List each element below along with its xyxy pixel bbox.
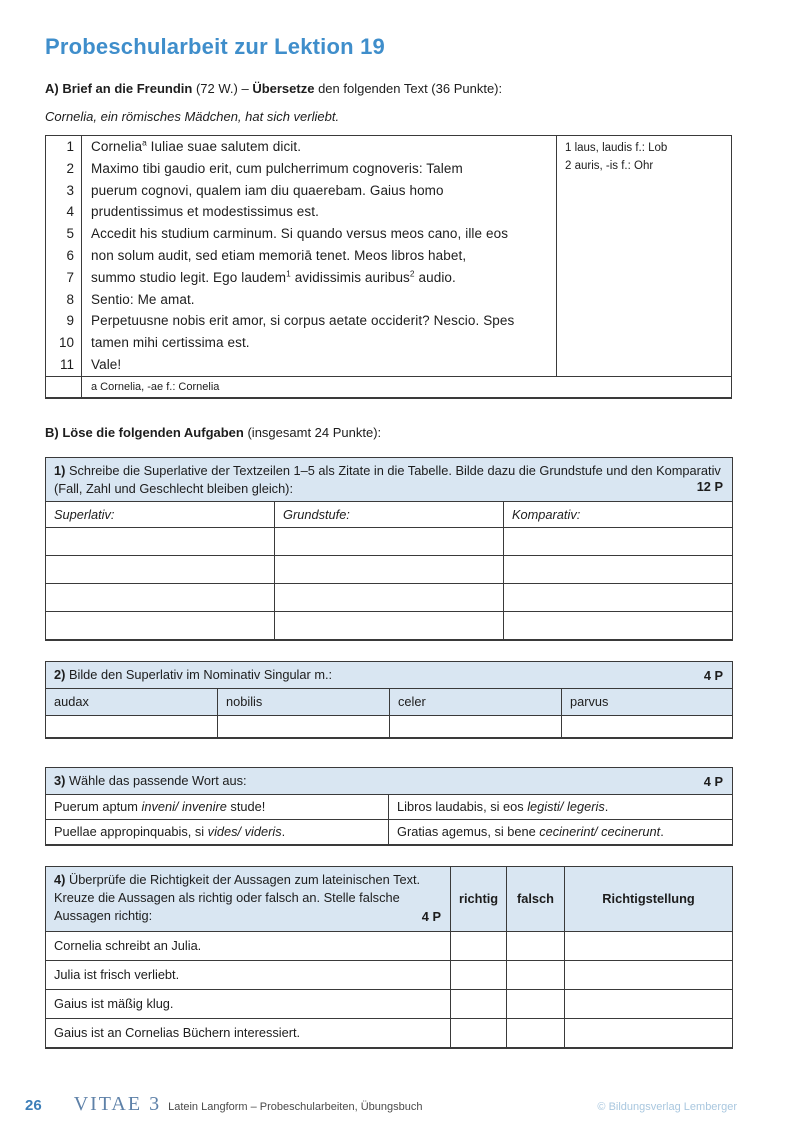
- latin-line-text: [82, 245, 557, 267]
- text-segment: audio.: [414, 269, 456, 285]
- text-segment: summo studio legit. Ego laudem: [91, 269, 287, 285]
- footnote-text: a Cornelia, -ae f.: Cornelia: [82, 376, 732, 398]
- footnote-marker: 1: [286, 268, 291, 279]
- text-segment: stude!: [226, 799, 266, 815]
- answer-cell: [275, 583, 504, 611]
- exercise-2-prompt: [46, 661, 733, 688]
- correction-cell: [565, 960, 733, 989]
- line-number: 9: [46, 310, 82, 332]
- line-number: 4: [46, 201, 82, 223]
- given-word-cell: audax: [46, 688, 218, 715]
- exercise-2-points: 4 P: [703, 667, 724, 683]
- latin-line-text: [82, 332, 557, 354]
- brand-logo: VITAE 3: [73, 1093, 162, 1115]
- column-header: falsch: [507, 866, 565, 931]
- choice-cell: [46, 819, 389, 845]
- checkbox-cell-falsch: [507, 1018, 565, 1048]
- column-header: Richtigstellung: [565, 866, 733, 931]
- intro-text: Cornelia, ein römisches Mädchen, hat sich verliebt.: [45, 109, 340, 124]
- latin-line-text: [82, 201, 557, 223]
- answer-row: [46, 583, 733, 611]
- correction-cell: [565, 931, 733, 960]
- text-segment: Puerum aptum: [54, 799, 142, 815]
- text-segment: vides/ videris: [207, 824, 282, 840]
- line-number: 7: [46, 267, 82, 289]
- worksheet-page: [45, 0, 732, 1049]
- answer-cell: [275, 555, 504, 583]
- checkbox-cell-richtig: [451, 931, 507, 960]
- column-header: richtig: [451, 866, 507, 931]
- answer-cell: [504, 583, 733, 611]
- section-a-heading: [45, 81, 732, 96]
- text-segment: .: [604, 799, 609, 815]
- latin-line-text: [82, 223, 557, 245]
- given-word-cell: parvus: [562, 688, 733, 715]
- exercise-1-table: [45, 457, 733, 641]
- exercise-4-prompt-text: Überprüfe die Richtigkeit der Aussagen zum lateinischen Text. Kreuze die Aussagen als richtig oder falsch an. Stelle falsche Aussagen richtig:: [54, 871, 421, 923]
- answer-row: [46, 527, 733, 555]
- page-number: 26: [25, 1097, 42, 1114]
- line-number: 2: [46, 158, 82, 180]
- footnote-marker: a: [142, 137, 147, 148]
- choice-cell: [389, 794, 733, 819]
- answer-cell: [504, 527, 733, 555]
- latin-line-text: [82, 354, 557, 376]
- latin-line-text: [82, 180, 557, 202]
- exercise-3-points: 4 P: [703, 773, 724, 789]
- latin-line: [46, 136, 732, 158]
- statement-cell: Cornelia schreibt an Julia.: [46, 931, 451, 960]
- text-segment: prudentissimus et modestissimus est.: [91, 204, 319, 220]
- section-a-midtext: (72 W.) –: [192, 81, 253, 96]
- exercise-2-number: 2): [54, 667, 66, 683]
- answer-row: [46, 555, 733, 583]
- exercise-4-points: 4 P: [421, 908, 441, 924]
- column-header: Superlativ:: [46, 501, 275, 527]
- text-segment: Gratias agemus, si bene: [397, 824, 540, 840]
- choice-cell: [389, 819, 733, 845]
- statement-cell: Gaius ist mäßig klug.: [46, 989, 451, 1018]
- answer-cell: [275, 527, 504, 555]
- answer-cell: [46, 583, 275, 611]
- statement-cell: Gaius ist an Cornelias Büchern interessiert.: [46, 1018, 451, 1048]
- line-number: 10: [46, 332, 82, 354]
- choice-row: [46, 819, 733, 845]
- correction-cell: [565, 989, 733, 1018]
- footnote-marker: 2: [409, 268, 415, 279]
- given-word-cell: celer: [390, 688, 562, 715]
- exercise-3-prompt: [46, 767, 733, 794]
- text-segment: .: [281, 824, 286, 840]
- text-segment: Vale!: [91, 356, 122, 372]
- exercise-1-prompt-text: Schreibe die Superlative der Textzeilen 1–5 als Zitate in die Tabelle. Bilde dazu die Grundstufe und den Komparativ (Fall, Zahl und Geschlecht bleiben gleich):: [54, 462, 721, 496]
- given-word-cell: nobilis: [218, 688, 390, 715]
- line-number: 6: [46, 245, 82, 267]
- statement-row: [46, 1018, 733, 1048]
- correction-cell: [565, 1018, 733, 1048]
- checkbox-cell-falsch: [507, 931, 565, 960]
- exercise-3-table: [45, 767, 733, 846]
- exercise-1-prompt: [46, 457, 733, 501]
- checkbox-cell-falsch: [507, 960, 565, 989]
- footnote-spacer: [46, 376, 82, 398]
- vocab-entry: 1 laus, laudis f.: Lob: [565, 142, 668, 154]
- answer-cell: [275, 611, 504, 640]
- text-segment: Perpetuusne nobis erit amor, si corpus aetate occiderit? Nescio. Spes: [91, 313, 515, 329]
- page-title: Probeschularbeit zur Lektion 19: [45, 34, 385, 59]
- text-segment: .: [660, 824, 664, 840]
- section-b-heading: [45, 425, 732, 440]
- exercise-2-prompt-text: Bilde den Superlativ im Nominativ Singular m.:: [65, 667, 333, 683]
- exercise-1-number: 1): [54, 462, 66, 478]
- answer-cell: [46, 611, 275, 640]
- text-segment: Sentio: Me amat.: [91, 291, 195, 307]
- exercise-4-number: 4): [54, 871, 66, 887]
- footnote-row: [46, 376, 732, 398]
- latin-text-table: [45, 135, 732, 399]
- checkbox-cell-falsch: [507, 989, 565, 1018]
- text-segment: puerum cognovi, qualem iam diu quaerebam. Gaius homo: [91, 182, 444, 198]
- section-b-label: B) Löse die folgenden Aufgaben: [45, 424, 244, 440]
- line-number: 8: [46, 289, 82, 311]
- exercise-1-points: 12 P: [696, 478, 724, 494]
- text-segment: legisti/ legeris: [527, 799, 605, 815]
- statement-row: [46, 931, 733, 960]
- section-b-resttext: (insgesamt 24 Punkte):: [243, 424, 382, 440]
- choice-row: [46, 794, 733, 819]
- text-segment: non solum audit, sed etiam memoriā tenet. Meos libros habet,: [91, 247, 467, 263]
- statement-row: [46, 960, 733, 989]
- copyright-notice: © Bildungsverlag Lemberger: [597, 1101, 737, 1113]
- answer-cell: [46, 555, 275, 583]
- text-segment: cecinerint/ cecinerunt: [539, 824, 661, 840]
- answer-cell: [562, 715, 733, 738]
- exercise-3-number: 3): [54, 773, 66, 789]
- text-segment: Iuliae suae salutem dicit.: [146, 139, 302, 154]
- text-segment: Libros laudabis, si eos: [397, 799, 528, 815]
- latin-line-text: [82, 136, 557, 158]
- section-a-label: A) Brief an die Freundin: [45, 81, 193, 96]
- answer-row: [46, 611, 733, 640]
- latin-line-text: [82, 158, 557, 180]
- answer-cell: [218, 715, 390, 738]
- line-number: 1: [46, 136, 82, 158]
- line-number: 5: [46, 223, 82, 245]
- exercise-3-prompt-text: Wähle das passende Wort aus:: [65, 773, 247, 789]
- answer-cell: [46, 715, 218, 738]
- text-segment: Accedit his studium carminum. Si quando versus meos cano, ille eos: [91, 226, 509, 242]
- exercise-4-table: [45, 866, 733, 1049]
- latin-line-text: [82, 310, 557, 332]
- text-segment: inveni/ invenire: [141, 799, 227, 815]
- latin-line-text: [82, 289, 557, 311]
- column-header: Komparativ:: [504, 501, 733, 527]
- exercise-2-table: [45, 661, 733, 739]
- line-number: 11: [46, 354, 82, 376]
- statement-row: [46, 989, 733, 1018]
- column-header: Grundstufe:: [275, 501, 504, 527]
- answer-cell: [390, 715, 562, 738]
- answer-cell: [504, 555, 733, 583]
- checkbox-cell-richtig: [451, 1018, 507, 1048]
- checkbox-cell-richtig: [451, 960, 507, 989]
- section-a-verb: Übersetze: [252, 81, 315, 96]
- statement-cell: Julia ist frisch verliebt.: [46, 960, 451, 989]
- latin-line-text: [82, 267, 557, 289]
- page-footer: [0, 1093, 800, 1116]
- text-segment: Cornelia: [91, 139, 143, 154]
- answer-cell: [504, 611, 733, 640]
- exercise-4-prompt: [46, 866, 451, 931]
- vocab-column: [557, 136, 732, 377]
- answer-cell: [46, 527, 275, 555]
- checkbox-cell-richtig: [451, 989, 507, 1018]
- text-segment: Maximo tibi gaudio erit, cum pulcherrimum cognoveris: Talem: [91, 160, 463, 176]
- choice-cell: [46, 794, 389, 819]
- vocab-entry: 2 auris, -is f.: Ohr: [565, 159, 654, 172]
- text-segment: tamen mihi certissima est.: [91, 335, 250, 351]
- footer-subtitle: Latein Langform – Probeschularbeiten, Übungsbuch: [168, 1101, 423, 1113]
- line-number: 3: [46, 180, 82, 202]
- text-segment: avidissimis auribus: [290, 269, 410, 285]
- section-a-resttext: den folgenden Text (36 Punkte):: [314, 81, 503, 96]
- text-segment: Puellae appropinquabis, si: [54, 824, 208, 840]
